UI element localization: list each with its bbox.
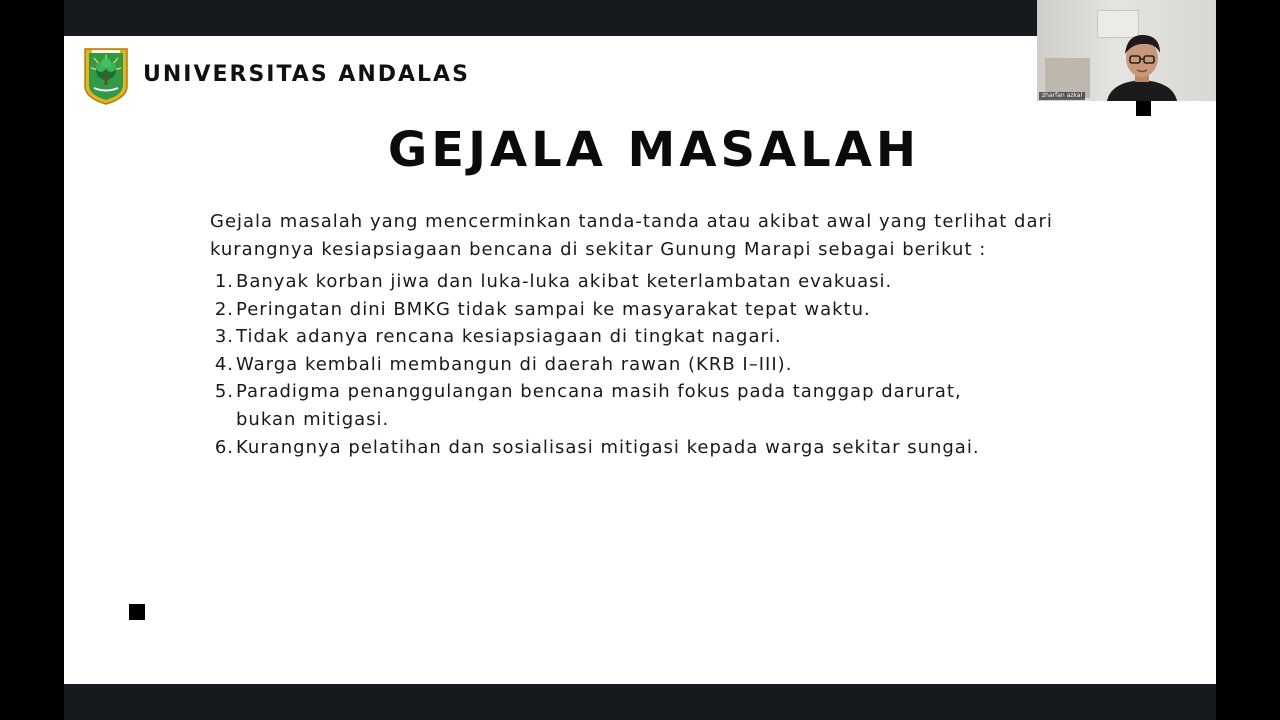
list-item <box>210 268 1110 296</box>
list-item-number: 6. <box>214 436 234 458</box>
participant-avatar <box>1097 26 1187 101</box>
square-bullet-icon <box>1136 101 1151 116</box>
list-item-text: Warga kembali membangun di daerah rawan (KRB I–III). <box>236 353 793 375</box>
list-item-text: Banyak korban jiwa dan luka-luka akibat keterlambatan evakuasi. <box>236 271 893 292</box>
list-item <box>210 296 1110 324</box>
list-item <box>210 378 1110 433</box>
universitas-andalas-logo <box>82 46 130 106</box>
bottom-window-strip <box>64 684 1216 720</box>
slide-intro-text: Gejala masalah yang mencerminkan tanda-tanda atau akibat awal yang terlihat dari kurangnya kesiapsiagaan bencana di sekitar Gunung Marapi sebagai berikut : <box>210 211 1053 260</box>
slide-title: GEJALA MASALAH <box>387 122 921 178</box>
university-name: UNIVERSITAS ANDALAS <box>143 62 470 87</box>
list-item-number: 5. <box>214 381 234 403</box>
list-item-number: 2. <box>214 298 234 320</box>
list-item-text: Kurangnya pelatihan dan sosialisasi mitigasi kepada warga sekitar sungai. <box>236 436 980 458</box>
list-item-text: Peringatan dini BMKG tidak sampai ke masyarakat tepat waktu. <box>236 298 871 320</box>
list-item <box>210 351 1110 379</box>
list-item <box>210 323 1110 351</box>
list-item-number: 1. <box>214 271 234 292</box>
list-item-text: Tidak adanya rencana kesiapsiagaan di tingkat nagari. <box>236 326 782 348</box>
list-item-number: 4. <box>214 353 234 375</box>
list-item-text: Paradigma penanggulangan bencana masih fokus pada tanggap darurat, bukan mitigasi. <box>236 381 962 430</box>
square-bullet-icon <box>129 604 145 620</box>
participant-video-thumbnail[interactable] <box>1037 0 1216 101</box>
symptom-list <box>210 268 1110 461</box>
presentation-slide <box>64 36 1216 684</box>
list-item-number: 3. <box>214 326 234 348</box>
participant-name-label: zharfan azkal <box>1039 92 1085 100</box>
list-item <box>210 434 1110 462</box>
